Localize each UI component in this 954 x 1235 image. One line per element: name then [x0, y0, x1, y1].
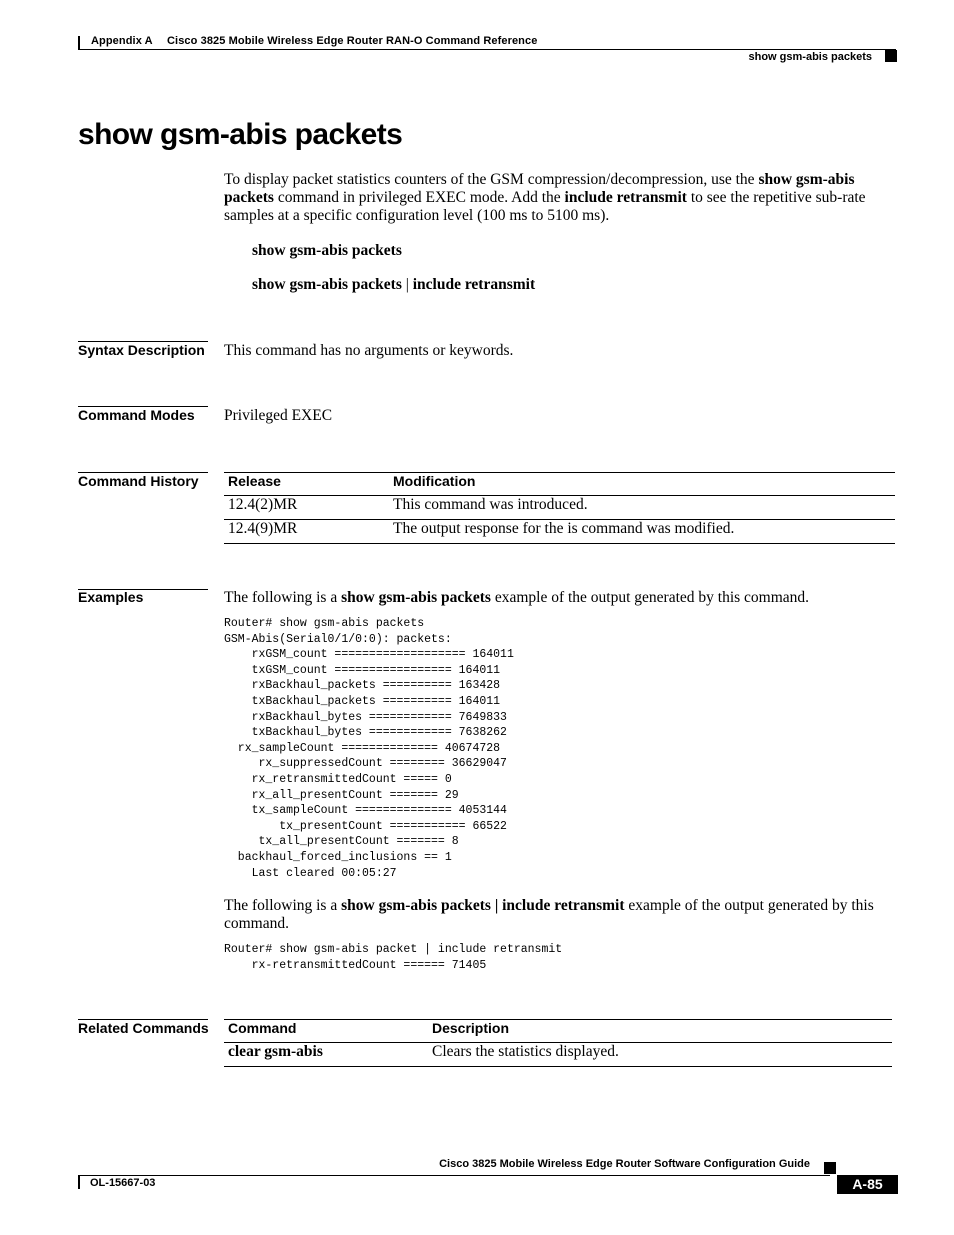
header-vertical-rule: [78, 36, 80, 50]
related-table-top-rule: [224, 1019, 892, 1020]
syntax-line-2: show gsm-abis packets | include retransmit: [252, 276, 536, 293]
examples-intro: The following is a show gsm-abis packets example of the output generated by this command.: [224, 589, 810, 606]
page-title: show gsm-abis packets: [78, 118, 403, 151]
example-output-1: Router# show gsm-abis packets GSM-Abis(Serial0/1/0:0): packets: rxGSM_count =================== 164011 txGSM_count ================= 164011 rxBackhaul_packets ========== 163428 txBackhaul_packets ========== 164011 rxBackhaul_bytes ============ 7649833 txBackhaul_bytes ============ 7638262 rx_sampleCount ============== 40674728 rx_suppressedCount ======== 36629047 rx_retransmittedCount ===== 0 rx_all_presentCount ======= 29 tx_sampleCount ============== 4053144 tx_presentCount =========== 66522 tx_all_presentCount ======= 8 backhaul_forced_inclusions == 1 Last cleared 00:05:27: [224, 617, 514, 880]
examples-intro-2: The following is a show gsm-abis packets | include retransmit example of the output generated by this command.: [224, 897, 874, 932]
examples-label: Examples: [78, 589, 144, 605]
footer-guide-title: Cisco 3825 Mobile Wireless Edge Router Software Configuration Guide: [439, 1158, 810, 1170]
footer-marker: [824, 1162, 836, 1174]
page-number: A-85: [837, 1175, 898, 1194]
history-row-1-modification: This command was introduced.: [393, 496, 588, 513]
related-table-bottom-rule: [224, 1066, 892, 1067]
footer-rule: [78, 1175, 830, 1176]
related-commands-label: Related Commands: [78, 1020, 209, 1036]
command-modes-label: Command Modes: [78, 407, 195, 423]
intro-command-cont: packets: [224, 189, 274, 206]
history-col-modification: Modification: [393, 473, 476, 489]
syntax-description-label: Syntax Description: [78, 342, 205, 358]
syntax-line-1: show gsm-abis packets: [252, 242, 402, 259]
command-history-label: Command History: [78, 473, 199, 489]
history-table-top-rule: [224, 472, 895, 473]
related-row-1-description: Clears the statistics displayed.: [432, 1043, 619, 1060]
intro-command: show gsm-abis: [758, 171, 855, 188]
intro-paragraph: To display packet statistics counters of the GSM compression/decompression, use the show gsm-abis packets command in privileged EXEC mode. Add the include retransmit to see the repetitive sub-rate samples at a specific configuration level (100 ms to 5100 ms).: [224, 171, 866, 224]
history-row-2-modification: The output response for the is command was modified.: [393, 520, 735, 537]
footer-vertical-rule: [78, 1175, 80, 1189]
header-marker: [885, 50, 897, 62]
history-row-1-release: 12.4(2)MR: [228, 496, 298, 513]
command-modes-text: Privileged EXEC: [224, 407, 333, 424]
related-col-command: Command: [228, 1020, 297, 1036]
history-table-bottom-rule: [224, 543, 895, 544]
header-section: show gsm-abis packets: [748, 51, 872, 63]
header-rule: [78, 49, 896, 50]
history-col-release: Release: [228, 473, 281, 489]
history-row-2-release: 12.4(9)MR: [228, 520, 298, 537]
header-book-title: Cisco 3825 Mobile Wireless Edge Router RAN-O Command Reference: [167, 35, 538, 47]
footer-doc-number: OL-15667-03: [90, 1177, 156, 1189]
syntax-description-text: This command has no arguments or keywords.: [224, 342, 514, 359]
example-output-2: Router# show gsm-abis packet | include retransmit rx-retransmittedCount ====== 71405: [224, 943, 563, 972]
related-row-1-command: clear gsm-abis: [228, 1043, 323, 1060]
intro-keyword: include retransmit: [564, 189, 687, 206]
header-appendix: Appendix A: [91, 35, 153, 47]
related-col-description: Description: [432, 1020, 510, 1036]
